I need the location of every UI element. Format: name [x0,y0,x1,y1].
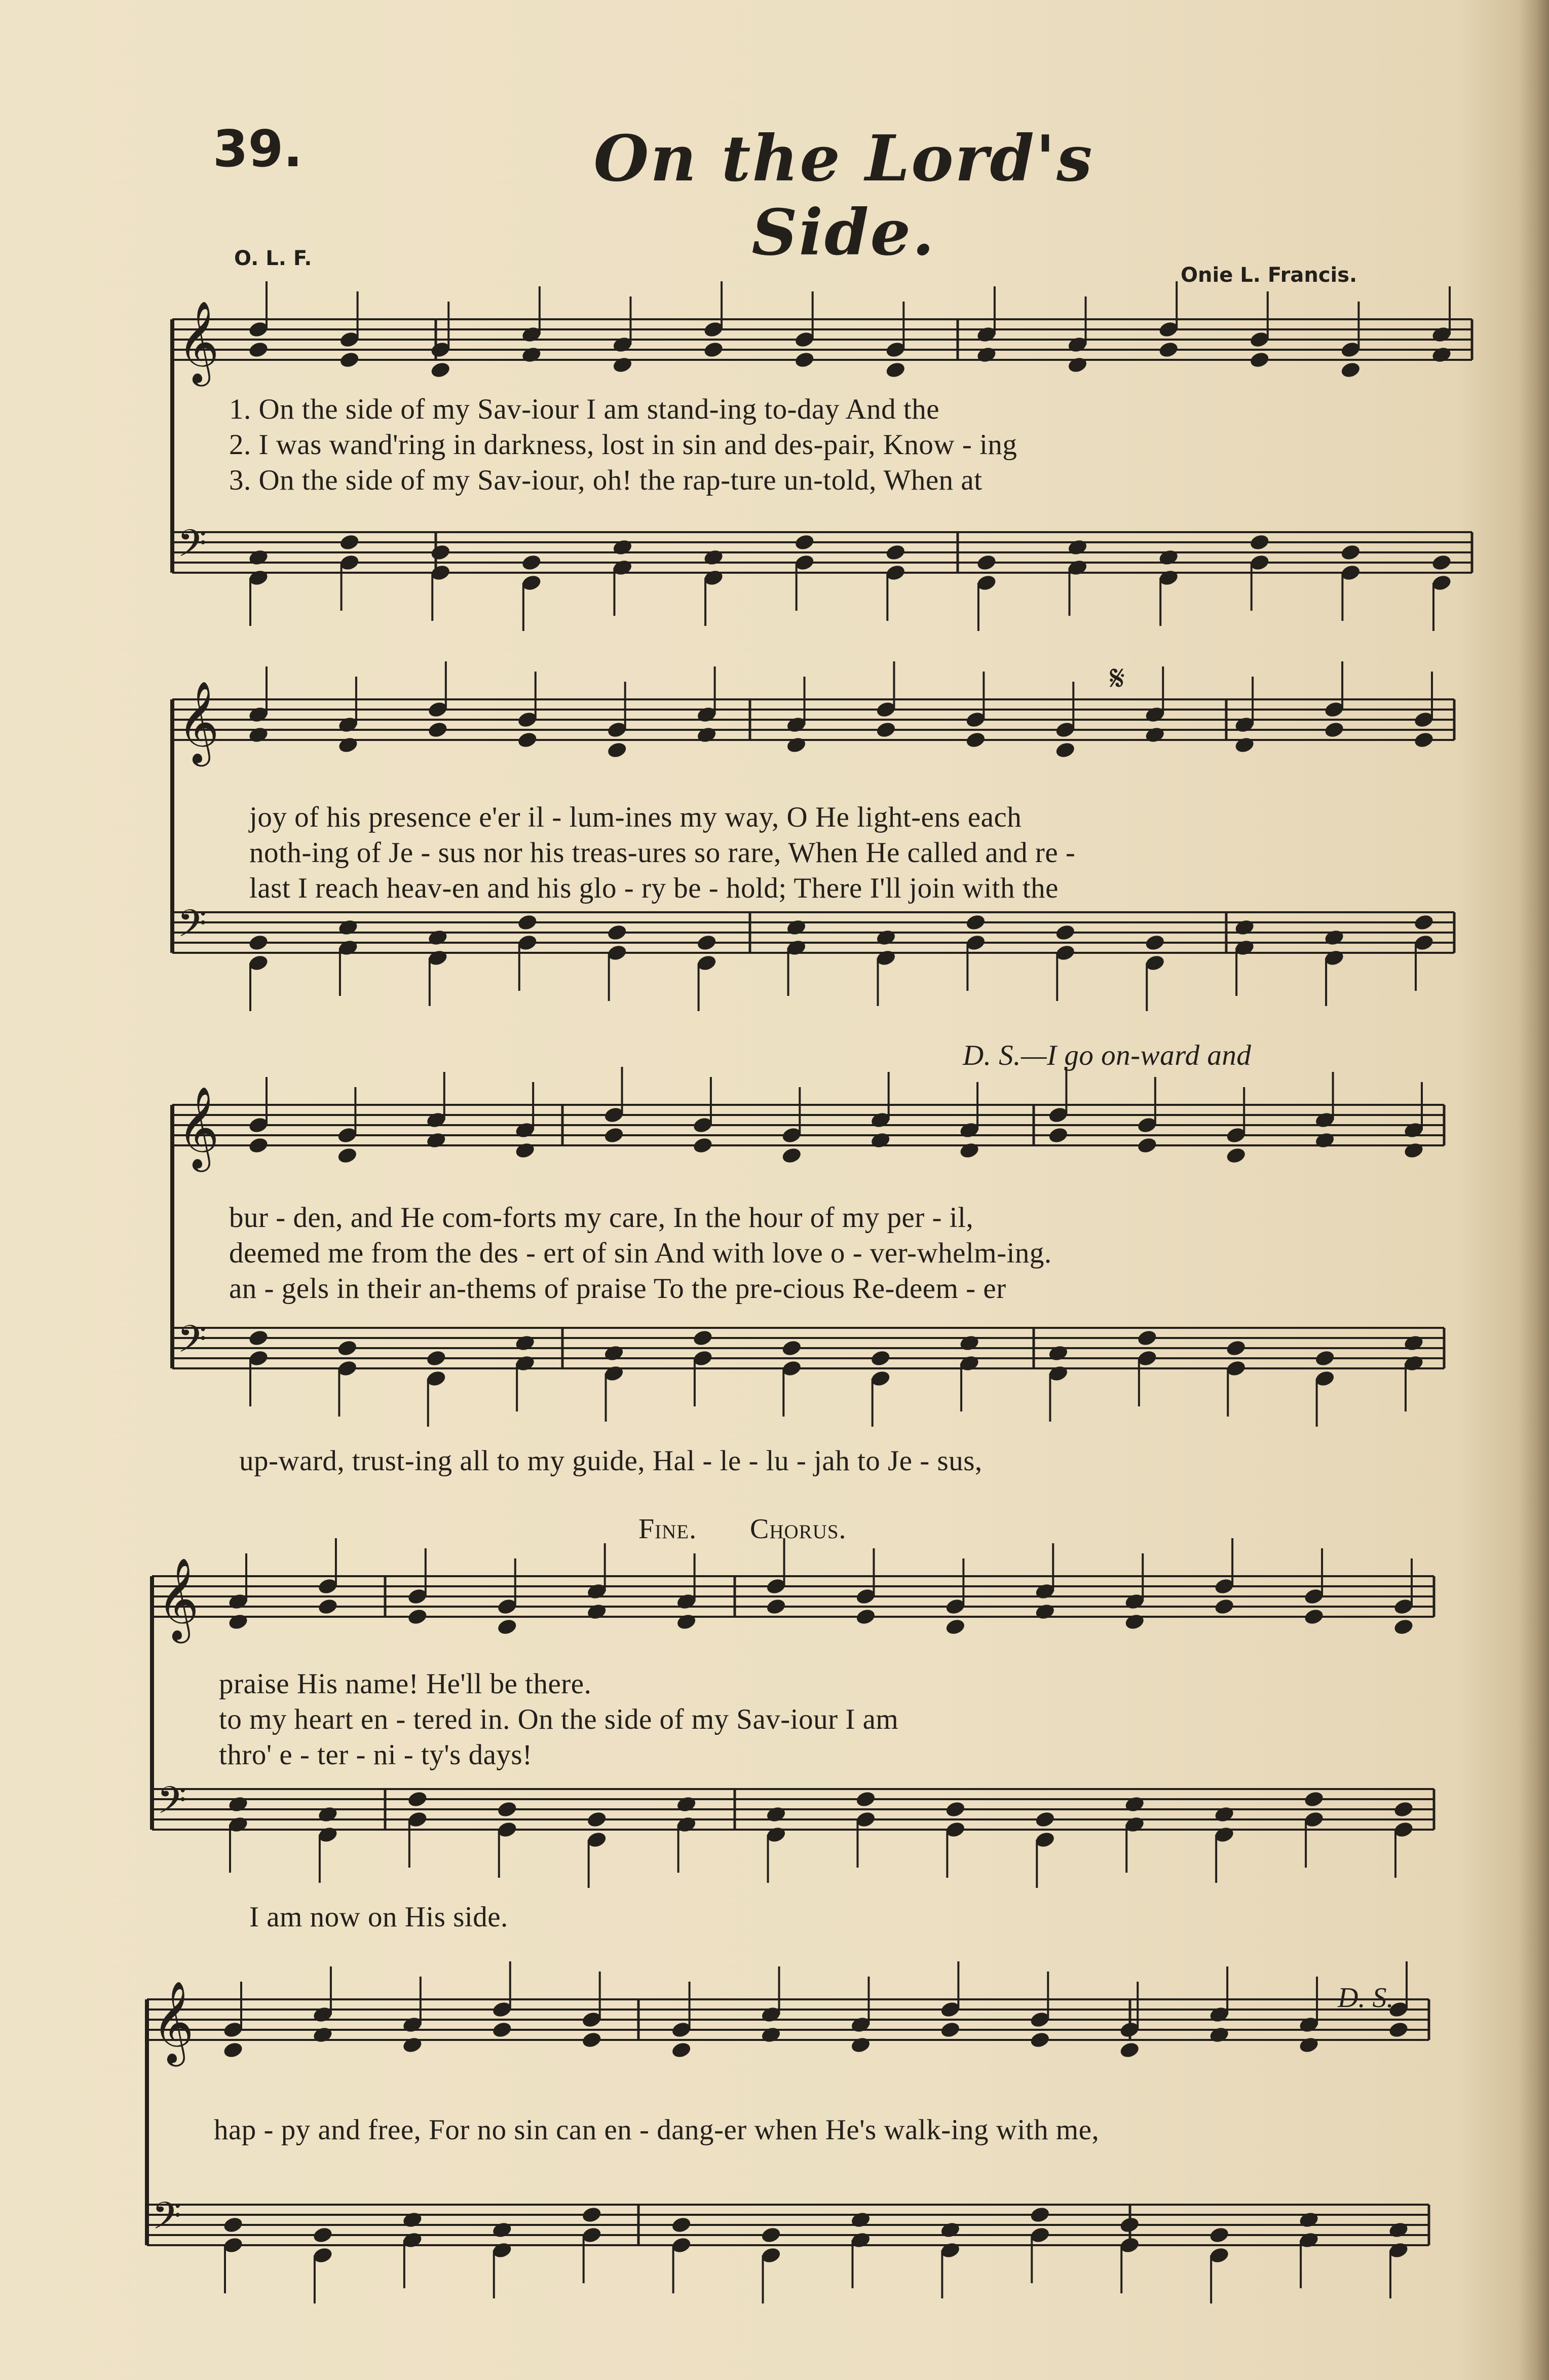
note-head [875,928,897,947]
lyric-system5-verse1: hap - py and free, For no sin can en - dang-er when He's walk-ing with me, [214,2114,1100,2146]
note-head [794,351,815,369]
note-head [612,538,633,557]
note-head [427,721,448,739]
note-head [1249,533,1270,552]
note-head [1314,1349,1336,1368]
music-credit: Onie L. Francis. [1181,264,1357,287]
note-head [1431,346,1453,364]
note-head [520,346,542,364]
note-head [781,1146,803,1165]
note-head [760,2026,782,2044]
note-head [944,1618,966,1637]
note-head [1214,1805,1235,1824]
note-head [1249,351,1270,369]
note-head [760,2226,782,2245]
note-head [976,553,998,572]
bass-clef-icon: 𝄢 [157,1778,186,1832]
note-head [1047,1344,1069,1363]
note-head [1029,2031,1051,2050]
note-head [885,361,906,380]
note-head [228,1613,249,1631]
note-head [1225,1146,1247,1165]
bass-clef-icon: 𝄢 [177,902,207,955]
note-head [248,1136,270,1155]
note-head [703,548,725,567]
note-head [1208,2026,1230,2044]
lyric-system4-verse3: thro' e - ter - ni - ty's days! [219,1739,533,1771]
treble-clef-icon: 𝄞 [152,1981,194,2063]
note-head [794,533,815,552]
note-head [696,726,717,745]
note-head [1298,2211,1320,2229]
lyric-system3-verse3: an - gels in their an-thems of praise To the pre-cious Re-deem - er [229,1273,1006,1305]
note-head [338,533,360,552]
note-head [1431,553,1453,572]
note-head [959,1334,980,1353]
segno-mark: 𝄋 [1110,659,1125,698]
note-head [491,2221,513,2240]
note-head [1225,1339,1247,1358]
note-head [1124,1795,1146,1814]
note-head [944,1800,966,1819]
bass-clef-icon: 𝄢 [177,1317,207,1370]
note-head [855,1790,877,1809]
note-head [337,736,359,755]
note-head [430,543,451,562]
note-head [939,2021,961,2039]
lyric-system2-verse3: last I reach heav-en and his glo - ry be - hold; There I'll join with the [249,872,1059,904]
note-head [1067,356,1088,375]
lyric-system2-verse2: noth-ing of Je - sus nor his treas-ures so rare, When He called and re - [249,837,1076,869]
note-head [222,2216,244,2235]
note-head [248,934,270,952]
note-head [612,356,633,375]
note-head [855,1608,877,1626]
note-head [516,731,538,750]
note-head [1029,2206,1051,2224]
note-head [870,1349,891,1368]
note-head [875,721,897,739]
note-head [1413,731,1435,750]
note-head [959,1141,980,1160]
note-head [406,1608,428,1626]
ds-lyric-line: D. S.—I go on-ward and [963,1039,1252,1071]
note-head [496,1618,518,1637]
note-head [1158,548,1180,567]
note-head [603,1344,625,1363]
note-head [430,361,451,380]
note-head [1324,928,1345,947]
note-head [870,1131,891,1150]
bass-clef-icon: 𝄢 [152,2194,181,2247]
note-head [781,1339,803,1358]
note-head [406,1790,428,1809]
note-head [1047,1126,1069,1145]
note-head [785,736,807,755]
note-head [703,341,725,359]
note-head [885,543,906,562]
note-head [491,2021,513,2039]
note-head [248,548,270,567]
lyric-system4-verse2: to my heart en - tered in. On the side of my Sav-iour I am [219,1703,899,1735]
treble-clef-icon: 𝄞 [157,1557,199,1640]
note-head [1034,1603,1056,1621]
fine-mark: Fine. [638,1513,697,1545]
lyric-system3-verse1: bur - den, and He com-forts my care, In the hour of my per - il, [229,1202,974,1234]
note-head [514,1141,536,1160]
note-head [1054,923,1076,942]
note-head [1303,1790,1325,1809]
note-head [670,2041,692,2060]
note-head [1393,1800,1415,1819]
note-head [1388,2021,1410,2039]
note-head [606,741,628,760]
note-head [401,2211,423,2229]
note-head [675,1613,697,1631]
note-head [514,1334,536,1353]
note-head [222,2041,244,2060]
note-head [850,2036,872,2055]
note-head [336,1146,358,1165]
chorus-mark: Chorus. [750,1513,847,1545]
note-head [1314,1131,1336,1150]
note-head [248,341,270,359]
note-head [1340,361,1362,380]
note-head [1298,2036,1320,2055]
note-head [336,1339,358,1358]
note-head [581,2031,602,2050]
note-head [606,923,628,942]
note-head [586,1810,608,1829]
note-head [248,726,270,745]
note-head [427,928,448,947]
note-head [675,1795,697,1814]
lyric-system1-verse3: 3. On the side of my Sav-iour, oh! the rap-ture un-told, When at [229,464,983,496]
note-head [965,913,987,932]
note-head [1234,736,1256,755]
note-head [976,346,998,364]
note-head [1208,2226,1230,2245]
note-head [785,918,807,937]
note-head [1413,913,1435,932]
note-head [670,2216,692,2235]
treble-clef-icon: 𝄞 [177,301,219,383]
note-head [425,1349,447,1368]
note-head [1119,2041,1141,2060]
hymn-title: On the Lord's Side. [593,122,1094,270]
note-head [581,2206,602,2224]
note-head [1303,1608,1325,1626]
note-head [850,2211,872,2229]
note-head [248,1329,270,1348]
note-head [1136,1329,1158,1348]
treble-clef-icon: 𝄞 [177,681,219,763]
note-head [516,913,538,932]
lyric-system2-verse1: joy of his presence e'er il - lum-ines my way, O He light-ens each [249,801,1022,833]
note-head [692,1136,714,1155]
words-credit: O. L. F. [234,247,312,270]
note-head [1214,1597,1235,1616]
note-head [1393,1618,1415,1637]
note-head [228,1795,249,1814]
lyric-system4-below: I am now on His side. [249,1901,508,1933]
hymn-number: 39. [213,119,303,178]
note-head [1067,538,1088,557]
note-head [338,351,360,369]
note-head [939,2221,961,2240]
note-head [337,918,359,937]
note-head [317,1597,339,1616]
note-head [1324,721,1345,739]
note-head [586,1603,608,1621]
note-head [1403,1334,1425,1353]
note-head [312,2226,334,2245]
ds-mark: D. S. [1338,1982,1394,2014]
lyric-system1-verse1: 1. On the side of my Sav-iour I am stand-ing to-day And the [229,393,940,425]
note-head [425,1131,447,1150]
note-head [696,934,717,952]
note-head [1144,934,1166,952]
note-head [1054,741,1076,760]
note-head [1158,341,1180,359]
note-head [1124,1613,1146,1631]
note-head [496,1800,518,1819]
note-head [520,553,542,572]
treble-clef-icon: 𝄞 [177,1086,219,1169]
note-head [603,1126,625,1145]
note-head [1234,918,1256,937]
note-head [1340,543,1362,562]
note-head [1403,1141,1425,1160]
note-head [765,1597,787,1616]
lyric-system4-verse1: praise His name! He'll be there. [219,1668,592,1700]
note-head [317,1805,339,1824]
lyric-system3-verse2: deemed me from the des - ert of sin And with love o - ver-whelm-ing. [229,1237,1052,1269]
note-head [965,731,987,750]
note-head [401,2036,423,2055]
lyric-system3-below: up-ward, trust-ing all to my guide, Hal - le - lu - jah to Je - sus, [239,1445,983,1477]
note-head [1388,2221,1410,2240]
note-head [1119,2216,1141,2235]
note-head [1144,726,1166,745]
note-head [1136,1136,1158,1155]
note-head [1034,1810,1056,1829]
bass-clef-icon: 𝄢 [177,522,207,575]
note-head [765,1805,787,1824]
lyric-system1-verse2: 2. I was wand'ring in darkness, lost in sin and des-pair, Know - ing [229,429,1017,461]
note-head [312,2026,334,2044]
note-head [692,1329,714,1348]
